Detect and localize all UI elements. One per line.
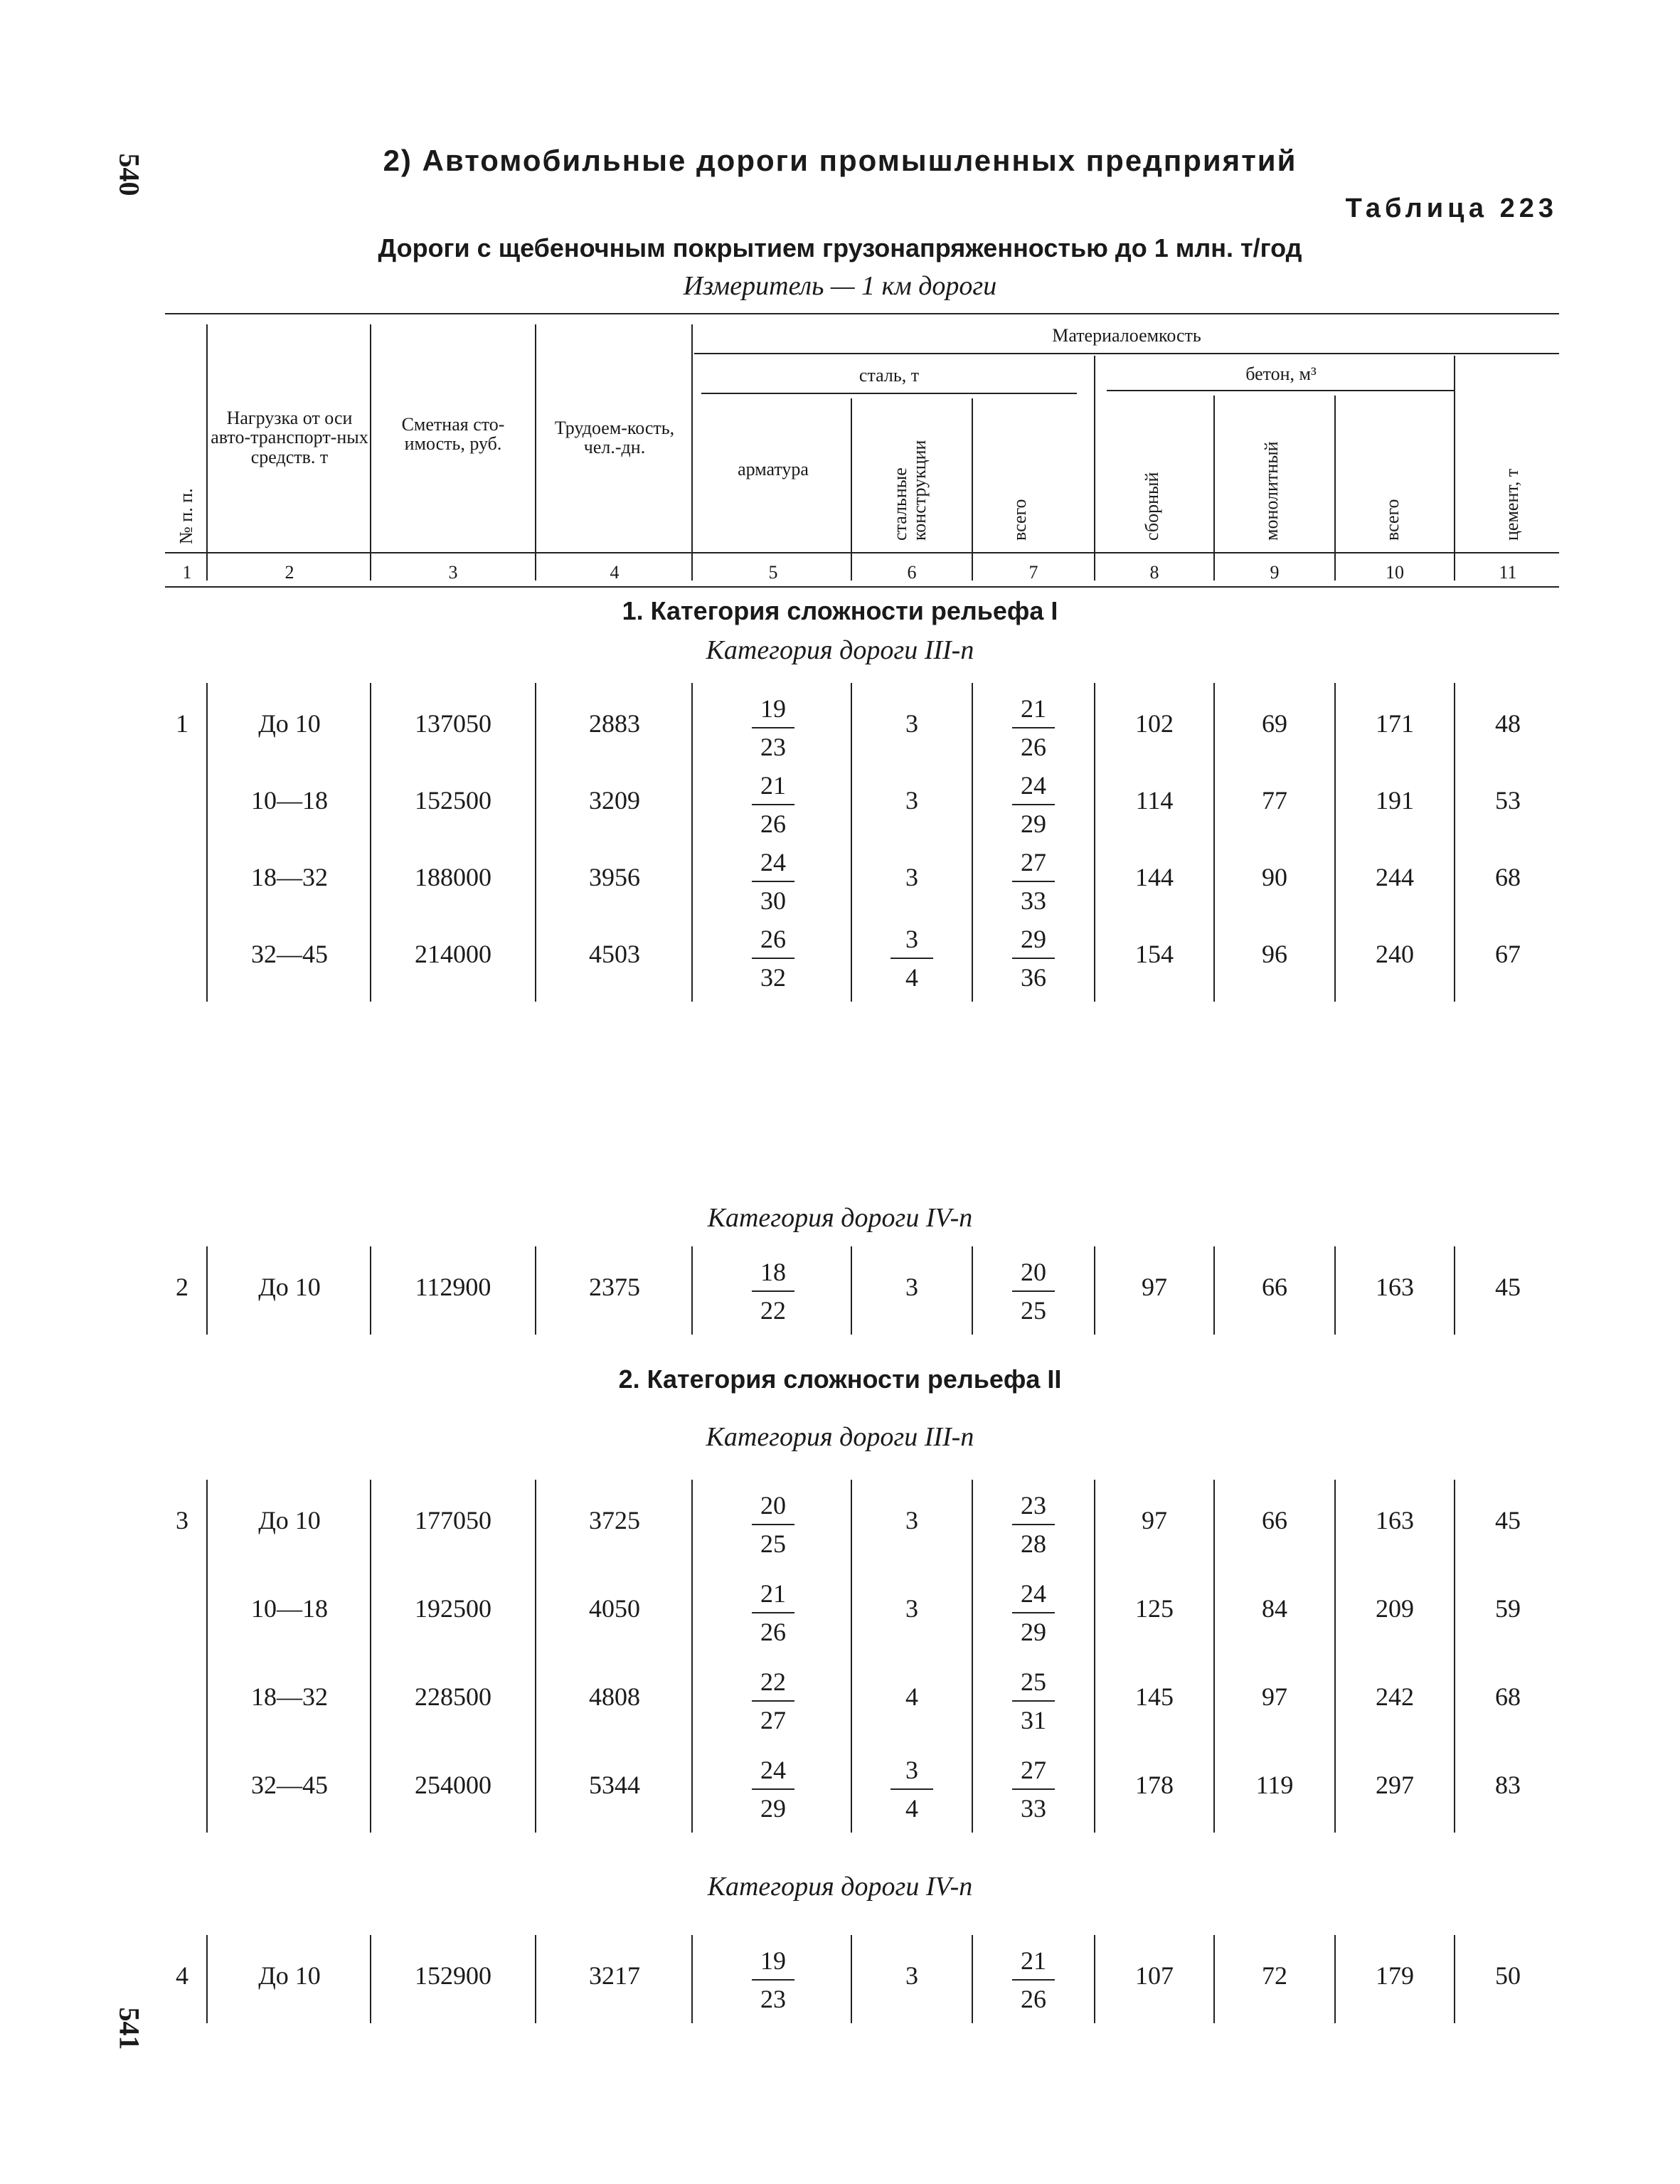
fraction-bar <box>1012 1524 1055 1525</box>
cell-labor: 4808 <box>589 1682 640 1711</box>
col-number-6: 6 <box>907 562 917 583</box>
fraction-bar <box>1012 1290 1055 1292</box>
cell-cost: 177050 <box>415 1506 491 1534</box>
cell-cement: 83 <box>1495 1771 1521 1799</box>
header-monolithic: монолитный <box>1261 441 1282 541</box>
column-divider <box>206 683 208 1002</box>
cell-concrete-total: 171 <box>1376 709 1414 738</box>
cell-steel-total <box>974 1665 1092 1737</box>
fraction-numerator: 20 <box>1021 1258 1046 1286</box>
fraction-numerator: 23 <box>1021 1491 1046 1520</box>
column-divider <box>851 1480 852 1833</box>
header-rebar: арматура <box>738 459 809 480</box>
fraction-bar <box>752 1524 794 1525</box>
fraction-denominator: 33 <box>1021 1794 1046 1823</box>
cell-precast: 114 <box>1135 786 1174 815</box>
column-divider <box>691 1935 693 2023</box>
fraction-bar <box>1012 1612 1055 1613</box>
cell-load: 18—32 <box>251 863 328 891</box>
column-divider <box>1334 1935 1336 2023</box>
cell-steel-struct: 3 <box>905 709 918 738</box>
cell-rebar <box>697 1944 849 2016</box>
cell-monolithic: 84 <box>1262 1594 1287 1623</box>
fraction-denominator: 26 <box>760 1618 786 1646</box>
cell-load: До 10 <box>258 1961 321 1990</box>
fraction-numerator: 3 <box>905 925 918 953</box>
category-title: Категория дороги IV-п <box>707 1872 973 1902</box>
cell-steel-total <box>974 1944 1092 2016</box>
cell-precast: 178 <box>1135 1771 1174 1799</box>
cell-steel-struct: 4 <box>905 1682 918 1711</box>
fraction-bar <box>752 1700 794 1702</box>
cell-cement: 68 <box>1495 863 1521 891</box>
cell-steel-total <box>974 922 1092 995</box>
fraction-numerator: 21 <box>760 771 786 800</box>
column-divider <box>972 683 973 1002</box>
section-title: 2) Автомобильные дороги промышленных предприятий <box>383 144 1297 177</box>
cell-rebar <box>697 1753 849 1825</box>
cell-concrete-total: 163 <box>1376 1273 1414 1301</box>
fraction-bar <box>752 958 794 959</box>
cell-cost: 137050 <box>415 709 491 738</box>
fraction-numerator: 26 <box>760 925 786 953</box>
fraction-denominator: 29 <box>1021 1618 1046 1646</box>
column-divider <box>370 1480 371 1833</box>
column-divider <box>851 1935 852 2023</box>
cell-load: 32—45 <box>251 940 328 968</box>
cell-labor: 2375 <box>589 1273 640 1301</box>
page-number-top: 540 <box>113 153 146 196</box>
col-number-3: 3 <box>448 562 458 583</box>
cell-monolithic: 69 <box>1262 709 1287 738</box>
fraction-numerator: 29 <box>1021 925 1046 953</box>
column-divider <box>1334 1480 1336 1833</box>
fraction-denominator: 32 <box>760 963 786 992</box>
cell-cost: 152900 <box>415 1961 491 1990</box>
unit-caption: Измеритель — 1 км дороги <box>683 271 997 301</box>
fraction-bar <box>752 804 794 805</box>
cell-cost: 112900 <box>415 1273 491 1301</box>
cell-precast: 144 <box>1135 863 1174 891</box>
cell-concrete-total: 240 <box>1376 940 1414 968</box>
column-divider <box>1094 683 1095 1002</box>
column-divider <box>691 1480 693 1833</box>
fraction-denominator: 25 <box>760 1530 786 1558</box>
cell-rebar <box>697 768 849 841</box>
cell-monolithic: 90 <box>1262 863 1287 891</box>
fraction-denominator: 22 <box>760 1296 786 1325</box>
cell-cement: 45 <box>1495 1506 1521 1534</box>
cell-steel-struct: 3 <box>905 863 918 891</box>
cell-cement: 53 <box>1495 786 1521 815</box>
cell-rebar <box>697 1665 849 1737</box>
fraction-denominator: 31 <box>1021 1706 1046 1734</box>
column-divider <box>370 1935 371 2023</box>
table-caption: Дороги с щебеночным покрытием грузонапряженностью до 1 млн. т/год <box>378 233 1302 263</box>
cell-labor: 4050 <box>589 1594 640 1623</box>
column-divider <box>1094 1480 1095 1833</box>
cell-cement: 68 <box>1495 1682 1521 1711</box>
cell-load: До 10 <box>258 1273 321 1301</box>
fraction-numerator: 20 <box>760 1491 786 1520</box>
fraction-numerator: 27 <box>1021 848 1046 876</box>
cell-concrete-total: 191 <box>1376 786 1414 815</box>
header-steel-structures: стальные конструкции <box>890 440 930 541</box>
cell-steel-total <box>974 845 1092 918</box>
column-divider <box>1454 683 1455 1002</box>
column-divider <box>851 683 852 1002</box>
fraction-numerator: 19 <box>760 694 786 723</box>
fraction-denominator: 29 <box>1021 810 1046 838</box>
group-title: 2. Категория сложности рельефа II <box>618 1364 1062 1394</box>
fraction-bar <box>752 881 794 882</box>
col-number-11: 11 <box>1499 562 1517 583</box>
fraction-denominator: 26 <box>1021 733 1046 761</box>
column-divider <box>1094 1246 1095 1335</box>
cell-rebar <box>697 1488 849 1561</box>
category-title: Категория дороги III-п <box>706 635 974 665</box>
fraction-numerator: 24 <box>760 1756 786 1784</box>
header-materials: Материалоемкость <box>1052 325 1201 346</box>
fraction-numerator: 27 <box>1021 1756 1046 1784</box>
category-title: Категория дороги IV-п <box>707 1203 973 1233</box>
fraction-denominator: 26 <box>760 810 786 838</box>
cell-concrete-total: 209 <box>1376 1594 1414 1623</box>
cell-steel-struct: 3 <box>905 1506 918 1534</box>
cell-monolithic: 66 <box>1262 1506 1287 1534</box>
cell-monolithic: 72 <box>1262 1961 1287 1990</box>
fraction-denominator: 36 <box>1021 963 1046 992</box>
column-divider <box>535 1935 536 2023</box>
cell-monolithic: 97 <box>1262 1682 1287 1711</box>
fraction-denominator: 4 <box>905 963 918 992</box>
cell-cement: 67 <box>1495 940 1521 968</box>
cell-precast: 145 <box>1135 1682 1174 1711</box>
cell-steel-total <box>974 691 1092 764</box>
fraction-denominator: 27 <box>760 1706 786 1734</box>
fraction-bar <box>1012 1788 1055 1790</box>
fraction-numerator: 25 <box>1021 1668 1046 1696</box>
cell-steel-total <box>974 1576 1092 1649</box>
cell-monolithic: 96 <box>1262 940 1287 968</box>
cell-rebar <box>697 845 849 918</box>
cell-steel-total <box>974 1488 1092 1561</box>
header-concrete-total: всего <box>1382 499 1403 541</box>
cell-steel-struct: 3 <box>905 1594 918 1623</box>
cell-labor: 3725 <box>589 1506 640 1534</box>
fraction-bar <box>752 1979 794 1981</box>
header-load: Нагрузка от оси авто-транспорт-ных средств. т <box>211 408 368 467</box>
cell-precast: 97 <box>1142 1506 1167 1534</box>
fraction-numerator: 24 <box>1021 1579 1046 1608</box>
fraction-denominator: 23 <box>760 1985 786 2013</box>
cell-load: До 10 <box>258 709 321 738</box>
cell-cement: 50 <box>1495 1961 1521 1990</box>
cell-cost: 192500 <box>415 1594 491 1623</box>
cell-precast: 107 <box>1135 1961 1174 1990</box>
fraction-denominator: 26 <box>1021 1985 1046 2013</box>
cell-concrete-total: 163 <box>1376 1506 1414 1534</box>
fraction-denominator: 23 <box>760 733 786 761</box>
col-number-9: 9 <box>1270 562 1280 583</box>
fraction-numerator: 21 <box>1021 1946 1046 1975</box>
fraction-denominator: 29 <box>760 1794 786 1823</box>
cell-cost: 214000 <box>415 940 491 968</box>
fraction-numerator: 22 <box>760 1668 786 1696</box>
column-divider <box>1213 683 1215 1002</box>
cell-concrete-total: 242 <box>1376 1682 1414 1711</box>
column-divider <box>1094 1935 1095 2023</box>
cell-steel-total <box>974 768 1092 841</box>
col-number-10: 10 <box>1386 562 1404 583</box>
fraction-bar <box>890 958 933 959</box>
cell-load: 18—32 <box>251 1682 328 1711</box>
cell-load: 10—18 <box>251 786 328 815</box>
column-divider <box>1454 1935 1455 2023</box>
header-precast: сборный <box>1142 472 1162 541</box>
cell-labor: 5344 <box>589 1771 640 1799</box>
column-divider <box>972 1480 973 1833</box>
cell-no: 1 <box>176 709 188 738</box>
cell-steel-struct <box>854 922 970 995</box>
column-divider <box>1454 1246 1455 1335</box>
page-number-bottom: 541 <box>113 2007 146 2050</box>
cell-monolithic: 119 <box>1255 1771 1294 1799</box>
column-divider <box>972 1935 973 2023</box>
cell-monolithic: 66 <box>1262 1273 1287 1301</box>
column-divider <box>972 1246 973 1335</box>
cell-cost: 188000 <box>415 863 491 891</box>
cell-no: 2 <box>176 1273 188 1301</box>
cell-labor: 2883 <box>589 709 640 738</box>
fraction-denominator: 4 <box>905 1794 918 1823</box>
header-steel: сталь, т <box>858 365 920 386</box>
column-divider <box>1213 1246 1215 1335</box>
column-divider <box>691 683 693 1002</box>
cell-load: 10—18 <box>251 1594 328 1623</box>
cell-steel-total <box>974 1753 1092 1825</box>
column-divider <box>206 1935 208 2023</box>
column-divider <box>1213 1480 1215 1833</box>
fraction-bar <box>752 1788 794 1790</box>
cell-concrete-total: 179 <box>1376 1961 1414 1990</box>
column-divider <box>691 1246 693 1335</box>
column-divider <box>1334 1246 1336 1335</box>
header-cement: цемент, т <box>1501 468 1522 541</box>
column-divider <box>370 683 371 1002</box>
fraction-bar <box>1012 881 1055 882</box>
cell-rebar <box>697 1576 849 1649</box>
col-number-5: 5 <box>768 562 778 583</box>
cell-concrete-total: 297 <box>1376 1771 1414 1799</box>
fraction-bar <box>752 727 794 728</box>
fraction-bar <box>752 1612 794 1613</box>
cell-cost: 254000 <box>415 1771 491 1799</box>
table-number: Таблица 223 <box>1345 194 1558 223</box>
cell-steel-struct: 3 <box>905 1273 918 1301</box>
cell-no: 3 <box>176 1506 188 1534</box>
col-number-1: 1 <box>182 562 192 583</box>
fraction-numerator: 24 <box>760 848 786 876</box>
col-number-8: 8 <box>1149 562 1159 583</box>
header-cost: Сметная сто-имость, руб. <box>401 413 505 454</box>
cell-steel-struct <box>854 1753 970 1825</box>
cell-cement: 45 <box>1495 1273 1521 1301</box>
fraction-numerator: 3 <box>905 1756 918 1784</box>
cell-labor: 4503 <box>589 940 640 968</box>
cell-monolithic: 77 <box>1262 786 1287 815</box>
cell-precast: 154 <box>1135 940 1174 968</box>
column-divider <box>206 1246 208 1335</box>
column-divider <box>1213 1935 1215 2023</box>
cell-cement: 48 <box>1495 709 1521 738</box>
cell-cement: 59 <box>1495 1594 1521 1623</box>
cell-steel-struct: 3 <box>905 1961 918 1990</box>
cell-load: 32—45 <box>251 1771 328 1799</box>
cell-concrete-total: 244 <box>1376 863 1414 891</box>
fraction-denominator: 28 <box>1021 1530 1046 1558</box>
col-number-4: 4 <box>610 562 620 583</box>
cell-cost: 228500 <box>415 1682 491 1711</box>
fraction-denominator: 33 <box>1021 886 1046 915</box>
fraction-bar <box>1012 727 1055 728</box>
column-divider <box>1454 1480 1455 1833</box>
category-title: Категория дороги III-п <box>706 1422 974 1452</box>
group-title: 1. Категория сложности рельефа I <box>622 596 1058 625</box>
fraction-bar <box>1012 1700 1055 1702</box>
cell-rebar <box>697 691 849 764</box>
fraction-denominator: 25 <box>1021 1296 1046 1325</box>
cell-load: До 10 <box>258 1506 321 1534</box>
column-divider <box>851 1246 852 1335</box>
cell-steel-total <box>974 1255 1092 1327</box>
cell-precast: 125 <box>1135 1594 1174 1623</box>
header-labor: Трудоем-кость, чел.-дн. <box>554 417 675 457</box>
cell-cost: 152500 <box>415 786 491 815</box>
fraction-numerator: 19 <box>760 1946 786 1975</box>
cell-labor: 3956 <box>589 863 640 891</box>
fraction-numerator: 18 <box>760 1258 786 1286</box>
col-number-2: 2 <box>285 562 294 583</box>
column-divider <box>535 1480 536 1833</box>
cell-precast: 102 <box>1135 709 1174 738</box>
header-row-no: № п. п. <box>176 488 196 544</box>
column-divider <box>1334 683 1336 1002</box>
column-divider <box>206 1480 208 1833</box>
fraction-bar <box>1012 804 1055 805</box>
cell-steel-struct: 3 <box>905 786 918 815</box>
cell-no: 4 <box>176 1961 188 1990</box>
cell-precast: 97 <box>1142 1273 1167 1301</box>
col-number-7: 7 <box>1028 562 1038 583</box>
fraction-bar <box>890 1788 933 1790</box>
column-divider <box>535 1246 536 1335</box>
cell-labor: 3217 <box>589 1961 640 1990</box>
cell-labor: 3209 <box>589 786 640 815</box>
column-divider <box>535 683 536 1002</box>
fraction-bar <box>752 1290 794 1292</box>
fraction-numerator: 24 <box>1021 771 1046 800</box>
cell-rebar <box>697 922 849 995</box>
fraction-numerator: 21 <box>760 1579 786 1608</box>
fraction-bar <box>1012 1979 1055 1981</box>
fraction-numerator: 21 <box>1021 694 1046 723</box>
fraction-bar <box>1012 958 1055 959</box>
header-steel-total: всего <box>1009 499 1030 541</box>
column-divider <box>370 1246 371 1335</box>
header-concrete: бетон, м³ <box>1245 364 1317 385</box>
fraction-denominator: 30 <box>760 886 786 915</box>
cell-rebar <box>697 1255 849 1327</box>
